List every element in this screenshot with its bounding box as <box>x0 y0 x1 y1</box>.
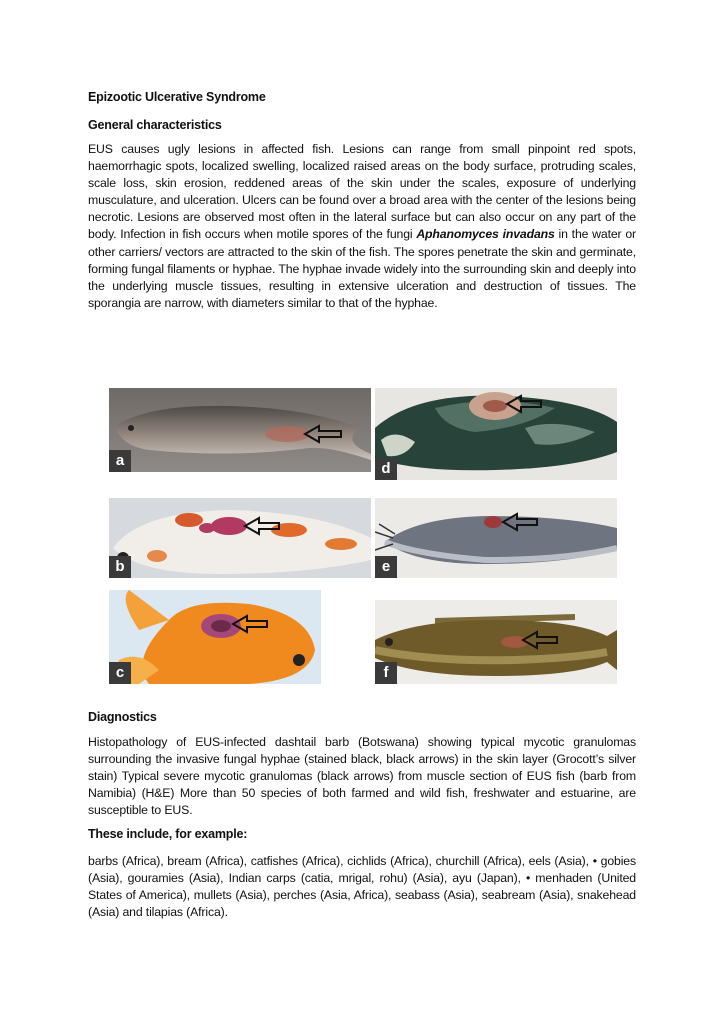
general-text-part-1: EUS causes ugly lesions in affected fish. Lesions can range from small pinpoint red spots, haemorrhagic spots, localized swelling, localized raised areas on the body surface, protruding scales, scale loss, skin erosion, reddened areas of the skin under the scales, exposure of underlying musculature, and ulceration. Ulcers can be found over a broad area with the center of the lesions being necrotic. Lesions are observed most often in the lateral surface but can also occur on any part of the body. Infection in fish occurs when motile spores of the fungi <box>88 142 636 242</box>
fish-photo-panel-b <box>109 498 371 578</box>
fish-photo-panel-a <box>109 388 371 472</box>
fish-photo-panel-f <box>375 600 617 684</box>
examples-paragraph: barbs (Africa), bream (Africa), catfishes (Africa), cichlids (Africa), churchill (Africa), eels (Asia), • gobies (Asia), gouramies (Asia), Indian carps (catia, mrigal, rohu) (Asia), ayu (Japan), • menhaden (United States of America), mullets (Asia), perches (Asia, Africa), seabass (Asia), seabream (Asia), snakehead (Asia) and tilapias (Africa). <box>88 854 636 920</box>
fish-photo-panel-d <box>375 388 617 480</box>
general-text-part-2: in the water or other carriers/ vectors are attracted to the skin of the fish. The spores penetrate the skin and germinate, forming fungal filaments or hyphae. The hyphae invade widely into the surrounding skin and deeply into the underlying muscle tissues, resulting in extensive ulceration and destruction of tissues. The sporangia are narrow, with diameters similar to that of the hyphae. <box>88 227 636 310</box>
fish-photo-panel-c <box>109 590 321 684</box>
panel-label-d: d <box>375 458 397 480</box>
general-characteristics-paragraph <box>88 141 636 312</box>
panel-label-b: b <box>109 556 131 578</box>
examples-heading: These include, for example: <box>88 827 248 841</box>
document-title: Epizootic Ulcerative Syndrome <box>88 90 266 104</box>
diagnostics-heading: Diagnostics <box>88 710 157 724</box>
panel-label-f: f <box>375 662 397 684</box>
panel-label-e: e <box>375 556 397 578</box>
diagnostics-paragraph: Histopathology of EUS-infected dashtail barb (Botswana) showing typical mycotic granulomas surrounding the invasive fungal hyphae (stained black, black arrows) in the skin layer (Grocott’s silver stain) Typical severe mycotic granulomas (black arrows) from muscle section of EUS fish (barb from Namibia) (H&E) More than 50 species of both farmed and wild fish, freshwater and estuarine, are susceptible to EUS. <box>88 735 636 818</box>
pathogen-species-name: Aphanomyces invadans <box>416 227 555 242</box>
panel-label-a: a <box>109 450 131 472</box>
eus-fish-photo-figure <box>109 388 617 684</box>
panel-label-c: c <box>109 662 131 684</box>
fish-photo-panel-e <box>375 498 617 578</box>
general-characteristics-heading: General characteristics <box>88 118 222 132</box>
